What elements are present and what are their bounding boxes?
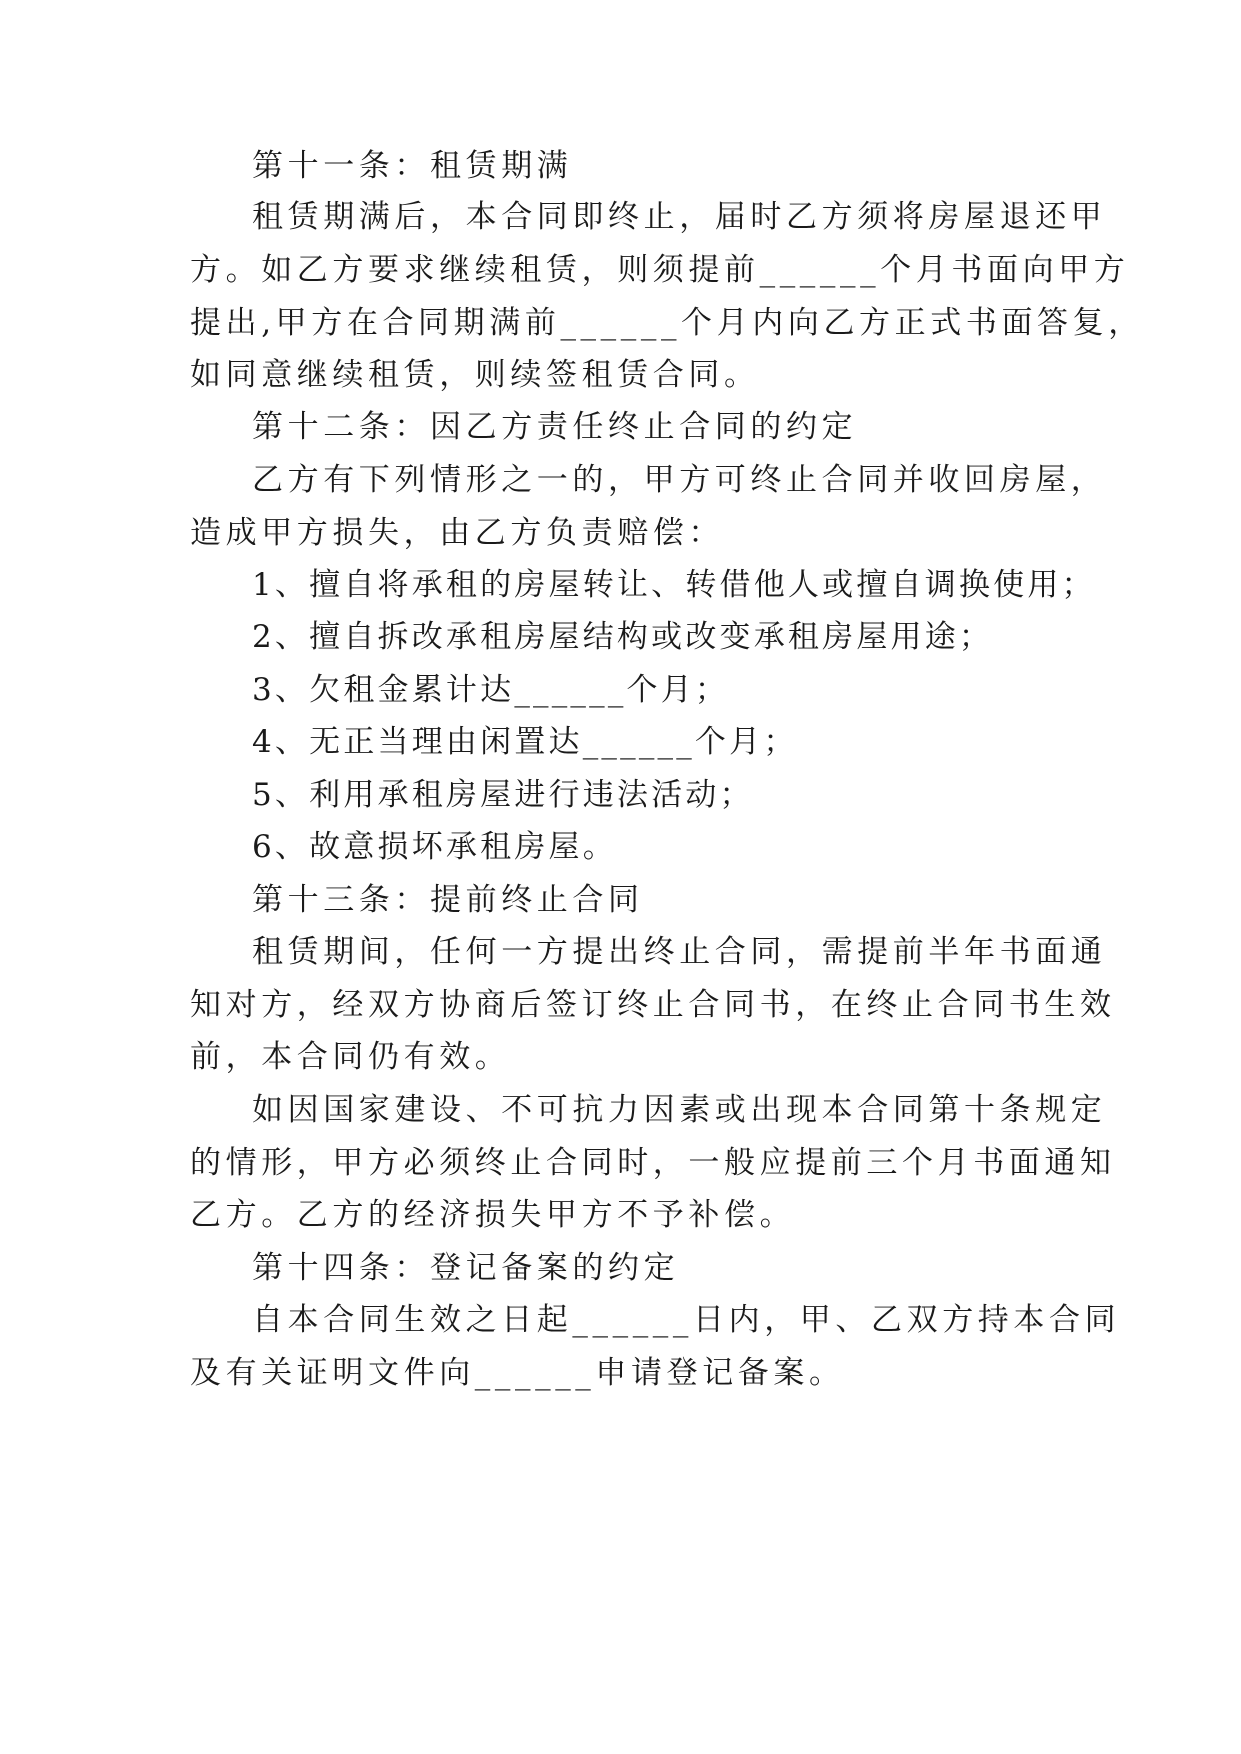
paragraph-line: 乙方有下列情形之一的，甲方可终止合同并收回房屋， xyxy=(252,462,1107,498)
list-item: 4、无正当理由闲置达______个月； xyxy=(252,724,798,760)
paragraph-line: 造成甲方损失，由乙方负责赔偿： xyxy=(190,515,724,551)
paragraph-line: 方。如乙方要求继续租赁，则须提前______个月书面向甲方 xyxy=(190,252,1130,288)
paragraph-line: 的情形，甲方必须终止合同时，一般应提前三个月书面通知 xyxy=(190,1145,1116,1181)
paragraph-line: 自本合同生效之日起______日内，甲、乙双方持本合同 xyxy=(252,1302,1121,1338)
list-item: 2、擅自拆改承租房屋结构或改变承租房屋用途； xyxy=(252,619,994,655)
paragraph-line: 提出,甲方在合同期满前______个月内向乙方正式书面答复， xyxy=(190,305,1144,341)
list-item: 1、擅自将承租的房屋转让、转借他人或擅自调换使用； xyxy=(252,567,1096,603)
article-12-heading: 第十二条：因乙方责任终止合同的约定 xyxy=(252,409,858,445)
list-item: 3、欠租金累计达______个月； xyxy=(252,672,730,708)
article-13-heading: 第十三条：提前终止合同 xyxy=(252,882,644,918)
paragraph-line: 知对方，经双方协商后签订终止合同书，在终止合同书生效 xyxy=(190,987,1116,1023)
paragraph-line: 前，本合同仍有效。 xyxy=(190,1039,511,1075)
paragraph-line: 及有关证明文件向______申请登记备案。 xyxy=(190,1355,845,1391)
list-item: 5、利用承租房屋进行违法活动； xyxy=(252,777,754,813)
paragraph-line: 乙方。乙方的经济损失甲方不予补偿。 xyxy=(190,1197,796,1233)
article-14-heading: 第十四条：登记备案的约定 xyxy=(252,1250,680,1286)
paragraph-line: 租赁期间，任何一方提出终止合同，需提前半年书面通 xyxy=(252,934,1107,970)
paragraph-line: 如同意继续租赁，则续签租赁合同。 xyxy=(190,357,760,393)
article-11-heading: 第十一条：租赁期满 xyxy=(252,148,573,184)
paragraph-line: 如因国家建设、不可抗力因素或出现本合同第十条规定 xyxy=(252,1092,1107,1128)
paragraph-line: 租赁期满后，本合同即终止，届时乙方须将房屋退还甲 xyxy=(252,199,1107,235)
list-item: 6、故意损坏承租房屋。 xyxy=(252,829,617,865)
